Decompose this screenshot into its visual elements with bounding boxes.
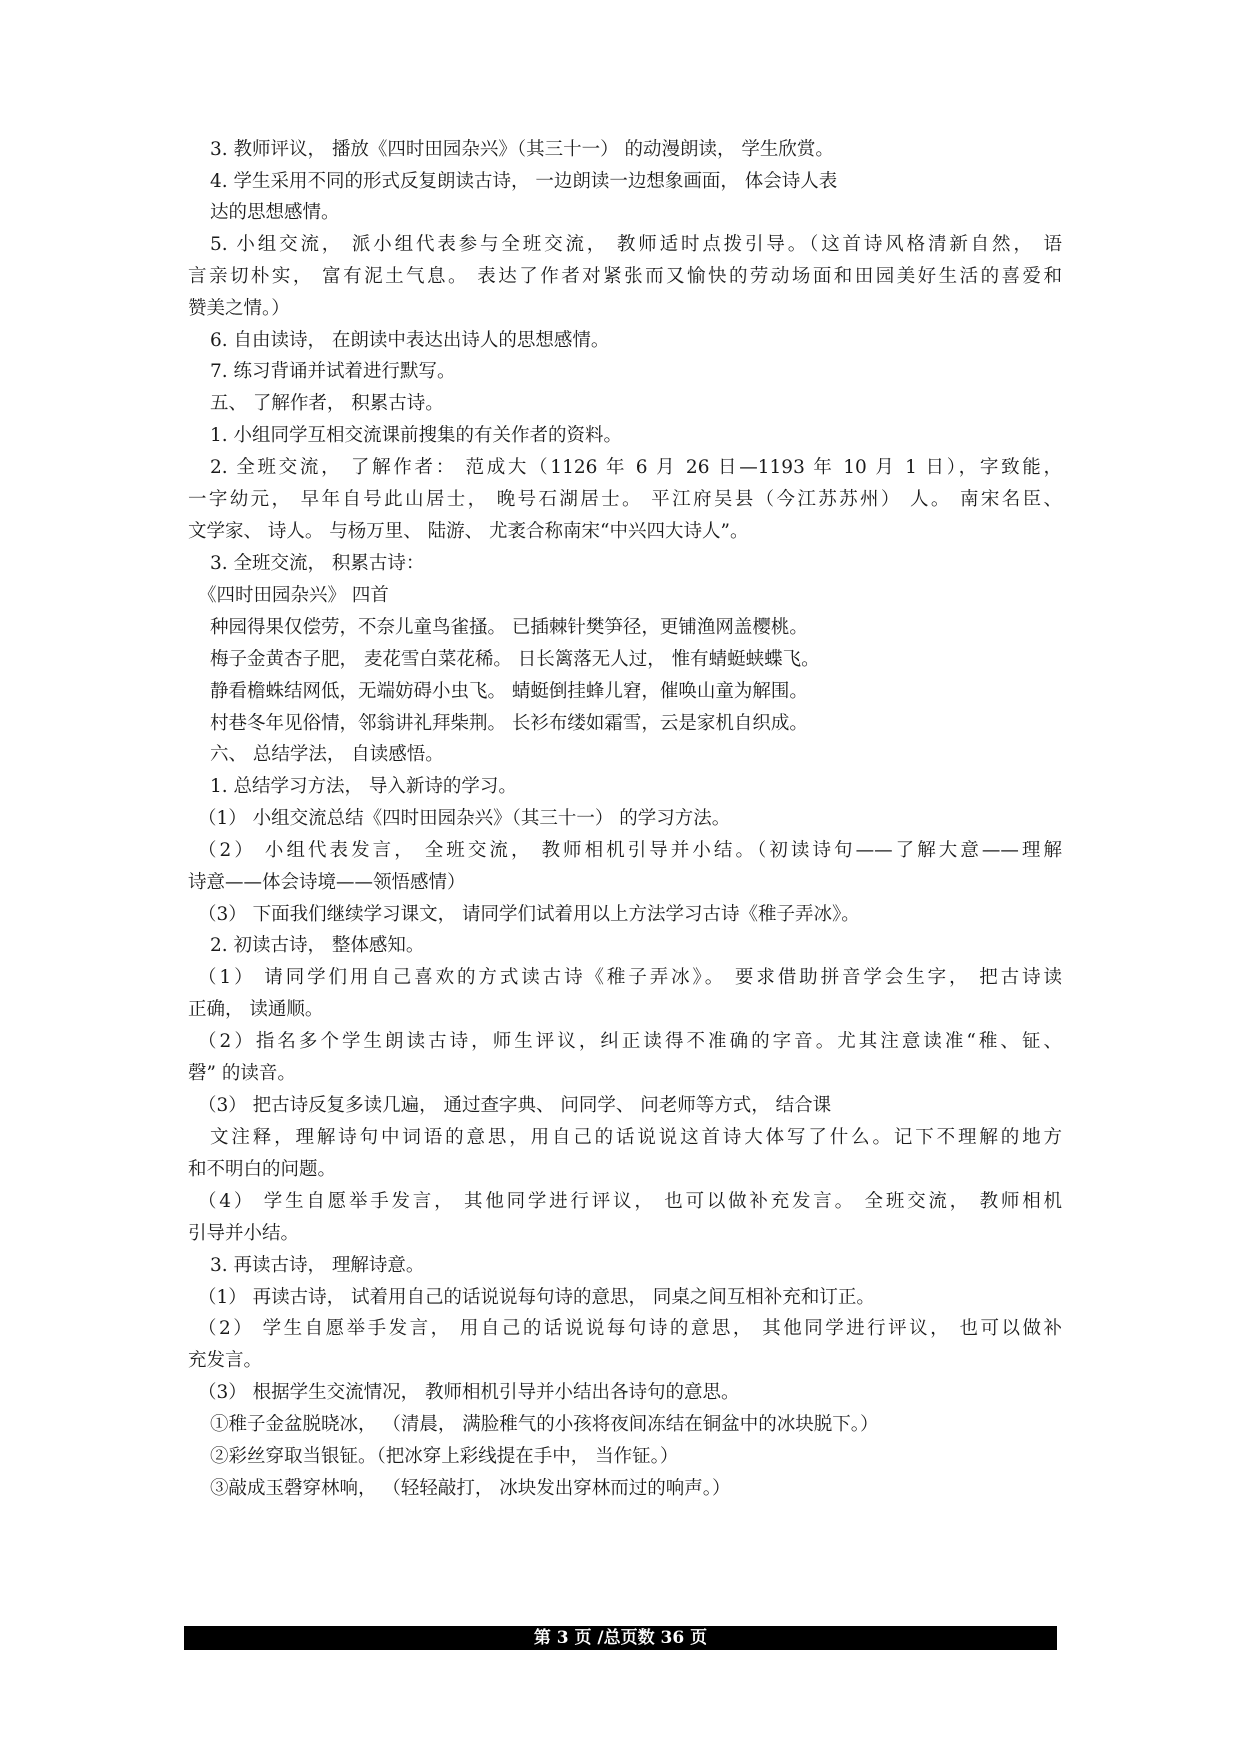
text-line: （3） 下面我们继续学习课文， 请同学们试着用以上方法学习古诗《稚子弄冰》。 [198, 904, 860, 925]
text-line: 赞美之情。） [188, 298, 290, 319]
text-line: 2. 全班交流， 了解作者： 范成大（1126 年 6 月 26 日—1193 年 10 月 1 日），字致能， [210, 457, 1062, 478]
text-line: （1） 再读古诗， 试着用自己的话说说每句诗的意思， 同桌之间互相补充和订正。 [198, 1287, 875, 1308]
text-line: 3. 再读古诗， 理解诗意。 [210, 1255, 425, 1276]
text-line: 引导并小结。 [188, 1223, 300, 1244]
text-line: 4. 学生采用不同的形式反复朗读古诗， 一边朗读一边想象画面， 体会诗人表 [210, 171, 838, 192]
text-line: 充发言。 [188, 1350, 263, 1371]
text-line: （2） 学生自愿举手发言， 用自己的话说说每句诗的意思， 其他同学进行评议， 也可以做补 [198, 1318, 1062, 1339]
text-line: 磬” 的读音。 [188, 1063, 296, 1084]
text-line: 静看檐蛛结网低，无端妨碍小虫飞。 蜻蜓倒挂蜂儿窘，催唤山童为解围。 [210, 681, 808, 702]
text-line: 村巷冬年见俗情，邻翁讲礼拜柴荆。 长衫布缕如霜雪，云是家机自织成。 [210, 713, 808, 734]
text-line: 和不明白的问题。 [188, 1159, 337, 1180]
text-line: ①稚子金盆脱晓冰， （清晨， 满脸稚气的小孩将夜间冻结在铜盆中的冰块脱下。） [210, 1414, 879, 1435]
text-line: （2） 小组代表发言， 全班交流， 教师相机引导并小结。（初读诗句——了解大意——理解 [198, 840, 1062, 861]
text-line: 3. 全班交流， 积累古诗： [210, 553, 425, 574]
text-line: 文注释，理解诗句中词语的意思，用自己的话说说这首诗大体写了什么。记下不理解的地方 [210, 1127, 1062, 1148]
text-line: 种园得果仅偿劳，不奈儿童鸟雀搔。 已插棘针樊笋径，更铺渔网盖樱桃。 [210, 617, 808, 638]
text-line: 3. 教师评议， 播放《四时田园杂兴》（其三十一） 的动漫朗读， 学生欣赏。 [210, 139, 834, 160]
text-line: （3） 根据学生交流情况， 教师相机引导并小结出各诗句的意思。 [198, 1382, 740, 1403]
text-line: （1） 请同学们用自己喜欢的方式读古诗《稚子弄冰》。 要求借助拼音学会生字， 把古诗读 [198, 967, 1062, 988]
text-line: ③敲成玉磬穿林响， （轻轻敲打， 冰块发出穿林而过的响声。） [210, 1478, 731, 1499]
text-line: （1） 小组交流总结《四时田园杂兴》（其三十一） 的学习方法。 [198, 808, 731, 829]
text-line: （2）指名多个学生朗读古诗，师生评议，纠正读得不准确的字音。尤其注意读准“稚、钲、 [198, 1031, 1062, 1052]
text-line: 7. 练习背诵并试着进行默写。 [210, 361, 456, 382]
text-line: 6. 自由读诗， 在朗读中表达出诗人的思想感情。 [210, 330, 610, 351]
text-line: ②彩丝穿取当银钲。（把冰穿上彩线提在手中， 当作钲。） [210, 1446, 679, 1467]
text-line: 1. 总结学习方法， 导入新诗的学习。 [210, 776, 517, 797]
text-line: 《四时田园杂兴》 四首 [198, 585, 389, 606]
text-line: 正确， 读通顺。 [188, 999, 324, 1020]
text-line: 六、 总结学法， 自读感悟。 [210, 744, 444, 765]
text-line: 言亲切朴实， 富有泥土气息。 表达了作者对紧张而又愉快的劳动场面和田园美好生活的喜爱和 [188, 266, 1062, 287]
text-line: （3） 把古诗反复多读几遍， 通过查字典、 问同学、 问老师等方式， 结合课 [198, 1095, 832, 1116]
text-line: 达的思想感情。 [210, 202, 340, 223]
text-line: 1. 小组同学互相交流课前搜集的有关作者的资料。 [210, 425, 623, 446]
text-line: 5. 小组交流， 派小组代表参与全班交流， 教师适时点拨引导。（这首诗风格清新自然， 语 [210, 234, 1062, 255]
text-line: （4） 学生自愿举手发言， 其他同学进行评议， 也可以做补充发言。 全班交流， 教师相机 [198, 1191, 1062, 1212]
text-line: 诗意——体会诗境——领悟感情） [188, 872, 466, 893]
text-line: 文学家、 诗人。 与杨万里、 陆游、 尤袤合称南宋“中兴四大诗人”。 [188, 521, 749, 542]
text-line: 梅子金黄杏子肥， 麦花雪白菜花稀。 日长篱落无人过， 惟有蜻蜓蛱蝶飞。 [210, 649, 820, 670]
text-line: 五、 了解作者， 积累古诗。 [210, 393, 444, 414]
text-line: 2. 初读古诗， 整体感知。 [210, 935, 425, 956]
page-footer: 第 3 页 /总页数 36 页 [184, 1626, 1057, 1650]
text-line: 一字幼元， 早年自号此山居士， 晚号石湖居士。 平江府吴县（今江苏苏州） 人。 南宋名臣、 [188, 489, 1062, 510]
